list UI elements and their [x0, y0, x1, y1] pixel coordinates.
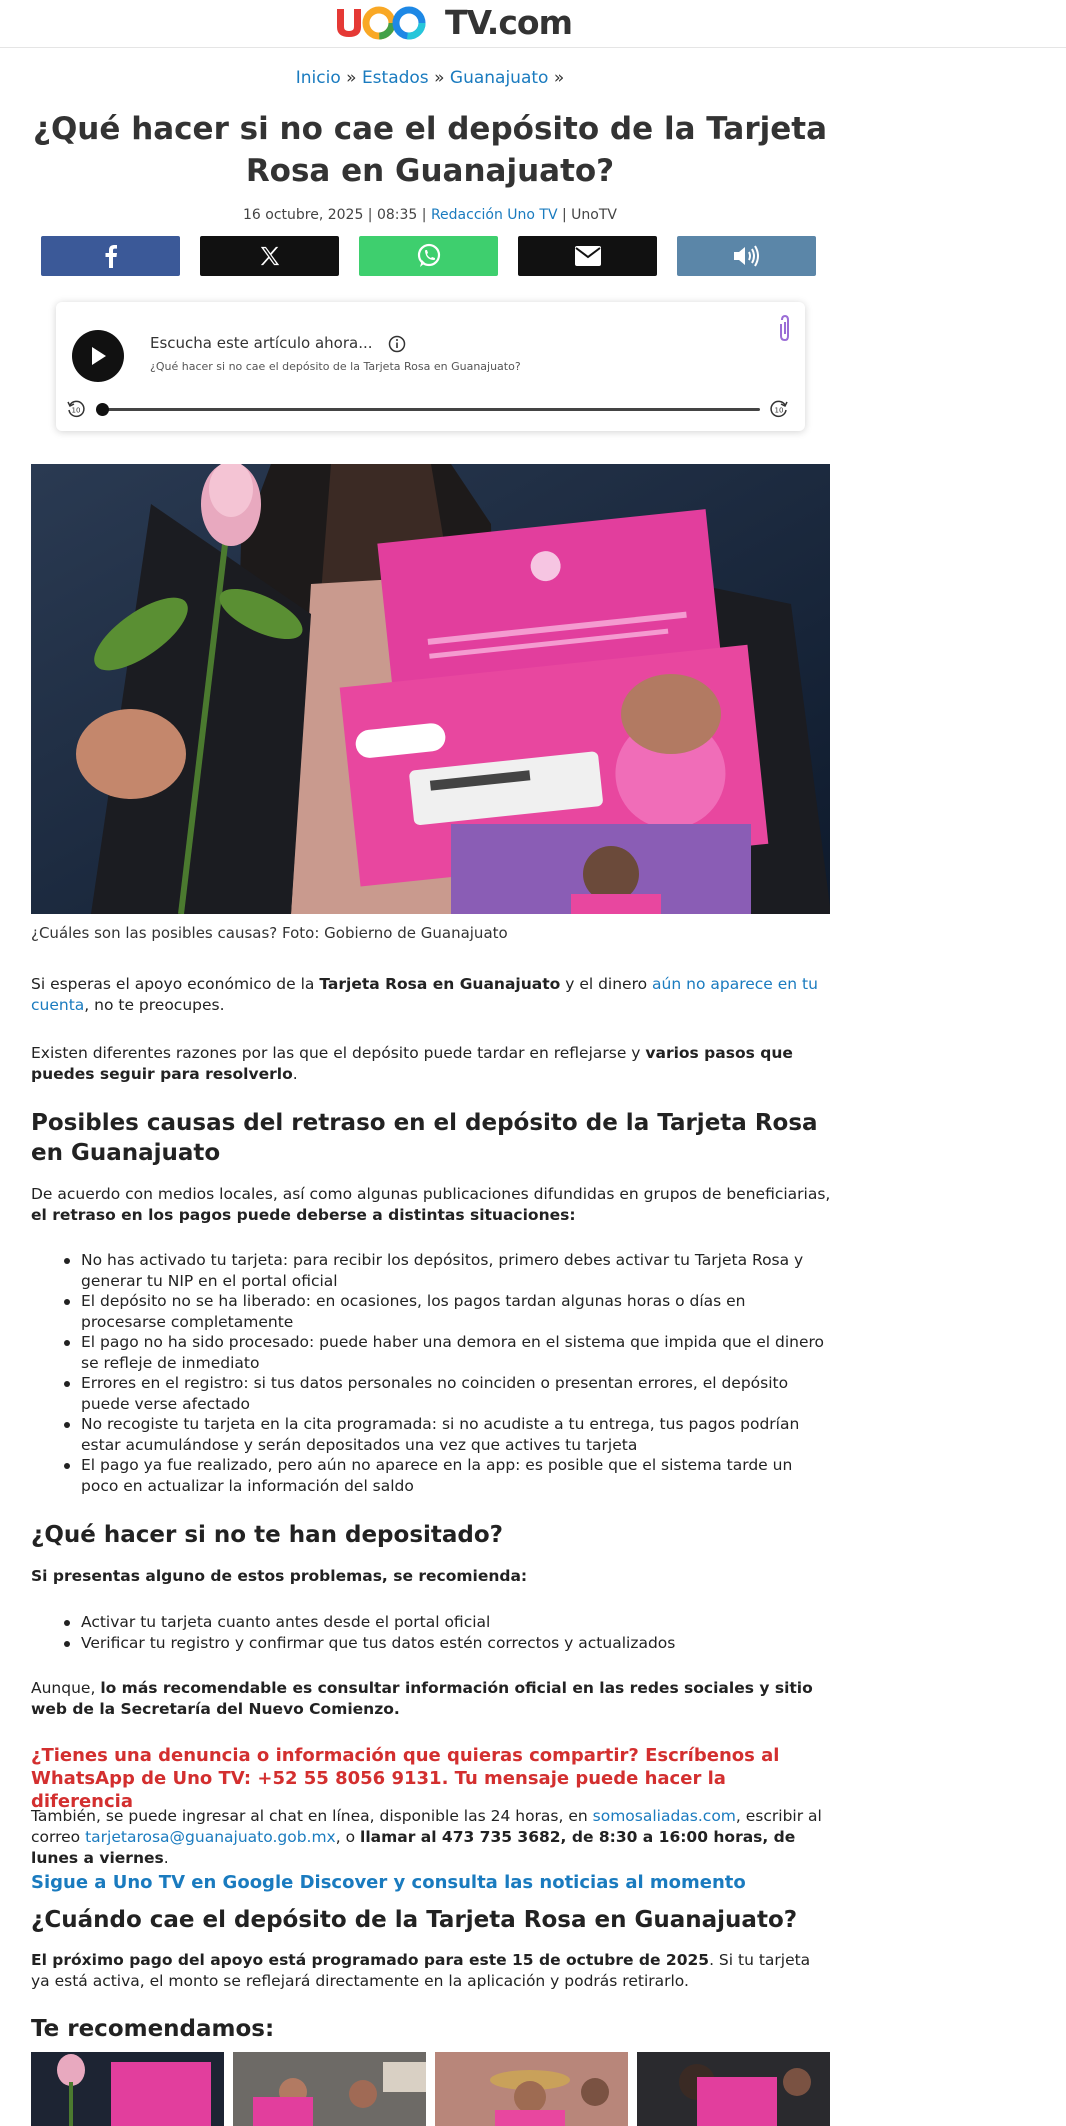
forward-icon[interactable]: [769, 399, 789, 419]
article-source: | UnoTV: [562, 207, 617, 223]
section-heading-when: ¿Cuándo cae el depósito de la Tarjeta Rosa en Guanajuato?: [31, 1907, 798, 1933]
breadcrumb-separator: »: [434, 68, 445, 88]
play-button[interactable]: [72, 330, 124, 382]
article-meta: [0, 207, 860, 223]
text: Existen diferentes razones por las que el depósito puede tardar en reflejarse y: [31, 1044, 646, 1062]
breadcrumb-separator: »: [553, 68, 565, 88]
rewind-icon[interactable]: [66, 399, 86, 419]
share-whatsapp-button[interactable]: [359, 236, 498, 276]
bold-text: llamar al 473 735 3682, de 8:30 a 16:00 horas, de lunes a viernes: [31, 1828, 796, 1867]
bold-text: el retraso en los pagos puede deberse a distintas situaciones:: [31, 1206, 576, 1224]
recommend-card-4[interactable]: [637, 2052, 830, 2126]
bold-text: lo más recomendable es consultar información oficial en las redes sociales y sitio web de la Secretaría del Nuevo Comienzo.: [31, 1679, 813, 1718]
article-title: ¿Qué hacer si no cae el depósito de la Tarjeta Rosa en Guanajuato?: [32, 111, 828, 189]
breadcrumb: [0, 68, 860, 88]
forward-label: 10: [774, 406, 784, 415]
site-header: [0, 0, 1066, 48]
paragraph-contact: [31, 1806, 831, 1869]
email-link[interactable]: tarjetarosa@guanajuato.gob.mx: [85, 1828, 336, 1846]
text: Aunque,: [31, 1679, 101, 1697]
article-date: 16 octubre, 2025 | 08:35 |: [242, 207, 427, 223]
paragraph-intro: [31, 974, 831, 1016]
share-facebook-button[interactable]: [41, 236, 180, 276]
text: .: [292, 1065, 298, 1083]
speaker-icon: [732, 245, 762, 267]
breadcrumb-separator: »: [346, 68, 357, 88]
logo-text: TV.com: [445, 2, 572, 42]
recommend-card-2[interactable]: [233, 2052, 426, 2126]
breadcrumb-inicio[interactable]: Inicio: [295, 68, 341, 88]
thumbnail-image: [637, 2052, 830, 2126]
text: . Si tu tarjeta ya está activa, el monto se reflejará directamente en la aplicación y podrás retirarlo.: [31, 1951, 811, 1990]
unotv-logo-icon: [333, 3, 443, 41]
progress-knob[interactable]: [96, 403, 109, 416]
progress-bar[interactable]: [100, 408, 760, 411]
hero-caption: ¿Cuáles son las posibles causas? Foto: Gobierno de Guanajuato: [31, 924, 508, 942]
share-email-button[interactable]: [518, 236, 657, 276]
somosaliadas-link[interactable]: somosaliadas.com: [592, 1807, 736, 1825]
list-item: El pago ya fue realizado, pero aún no aparece en la app: es posible que el sistema tarde un poco en actualizar la información del saldo: [31, 1455, 831, 1496]
recommend-heading: Te recomendamos:: [31, 2016, 275, 2042]
steps-list: [31, 1612, 831, 1653]
rewind-label: 10: [71, 406, 81, 415]
paragraph-official-info: [31, 1678, 831, 1720]
paragraph-recommend: [31, 1566, 831, 1587]
paragraph-reasons: [31, 1043, 831, 1085]
google-discover-link[interactable]: Sigue a Uno TV en Google Discover y consulta las noticias al momento: [31, 1872, 746, 1893]
bold-text: varios pasos que puedes seguir para resolverlo: [31, 1044, 793, 1083]
player-subtitle: ¿Qué hacer si no cae el depósito de la Tarjeta Rosa en Guanajuato?: [150, 360, 521, 373]
thumbnail-image: [435, 2052, 628, 2126]
info-icon[interactable]: [388, 335, 406, 353]
text: y el dinero: [560, 975, 653, 993]
bold-text: Si presentas alguno de estos problemas, se recomienda:: [31, 1567, 528, 1585]
audio-player: [56, 302, 805, 431]
paperclip-icon: [777, 314, 793, 342]
section-heading-causes: Posibles causas del retraso en el depósito de la Tarjeta Rosa en Guanajuato: [31, 1110, 818, 1166]
paragraph-causes-intro: [31, 1184, 831, 1226]
article-author-link[interactable]: Redacción Uno TV: [430, 207, 558, 223]
play-icon: [89, 346, 107, 366]
text: También, se puede ingresar al chat en línea, disponible las 24 horas, en: [31, 1807, 593, 1825]
hero-image: [31, 464, 830, 914]
site-logo[interactable]: [333, 2, 572, 42]
bold-text: El próximo pago del apoyo está programado para este 15 de octubre de 2025: [31, 1951, 710, 1969]
list-item: El depósito no se ha liberado: en ocasiones, los pagos tardan algunas horas o días en procesarse completamente: [31, 1291, 831, 1332]
bold-text: Tarjeta Rosa en Guanajuato: [319, 975, 561, 993]
thumbnail-image: [233, 2052, 426, 2126]
player-title: Escucha este artículo ahora...: [150, 334, 373, 352]
thumbnail-image: [31, 2052, 224, 2126]
text: , no te preocupes.: [84, 996, 225, 1014]
inline-link[interactable]: aún no aparece en tu cuenta: [31, 975, 818, 1014]
text: Si esperas el apoyo económico de la: [31, 975, 320, 993]
facebook-icon: [104, 244, 118, 268]
breadcrumb-guanajuato[interactable]: Guanajuato: [449, 68, 549, 88]
list-item: Activar tu tarjeta cuanto antes desde el portal oficial: [31, 1612, 831, 1633]
text: , o: [335, 1828, 361, 1846]
share-audio-button[interactable]: [677, 236, 816, 276]
list-item: No has activado tu tarjeta: para recibir los depósitos, primero debes activar tu Tarjeta Rosa y generar tu NIP en el portal oficial: [31, 1250, 831, 1291]
list-item: El pago no ha sido procesado: puede haber una demora en el sistema que impida que el dinero se refleje de inmediato: [31, 1332, 831, 1373]
breadcrumb-estados[interactable]: Estados: [361, 68, 429, 88]
mail-icon: [575, 246, 601, 266]
section-heading-what-to-do: ¿Qué hacer si no te han depositado?: [31, 1522, 504, 1548]
causes-list: [31, 1250, 831, 1496]
paragraph-next-payment: [31, 1950, 831, 1992]
whatsapp-callout: ¿Tienes una denuncia o información que quieras compartir? Escríbenos al WhatsApp de Uno TV: +52 55 8056 9131. Tu mensaje puede hacer la diferencia: [31, 1745, 780, 1812]
text: , escribir al correo: [31, 1807, 822, 1846]
list-item: Verificar tu registro y confirmar que tus datos estén correctos y actualizados: [31, 1633, 831, 1654]
whatsapp-icon: [416, 243, 442, 269]
list-item: No recogiste tu tarjeta en la cita programada: si no acudiste a tu entrega, tus pagos podrían estar acumulándose y serán depositados una vez que actives tu tarjeta: [31, 1414, 831, 1455]
recommend-card-1[interactable]: [31, 2052, 224, 2126]
list-item: Errores en el registro: si tus datos personales no coinciden o presentan errores, el depósito puede verse afectado: [31, 1373, 831, 1414]
recommend-card-3[interactable]: [435, 2052, 628, 2126]
text: .: [163, 1849, 169, 1867]
x-icon: [259, 245, 281, 267]
text: De acuerdo con medios locales, así como algunas publicaciones difundidas en grupos de beneficiarias,: [31, 1185, 831, 1203]
share-x-button[interactable]: [200, 236, 339, 276]
